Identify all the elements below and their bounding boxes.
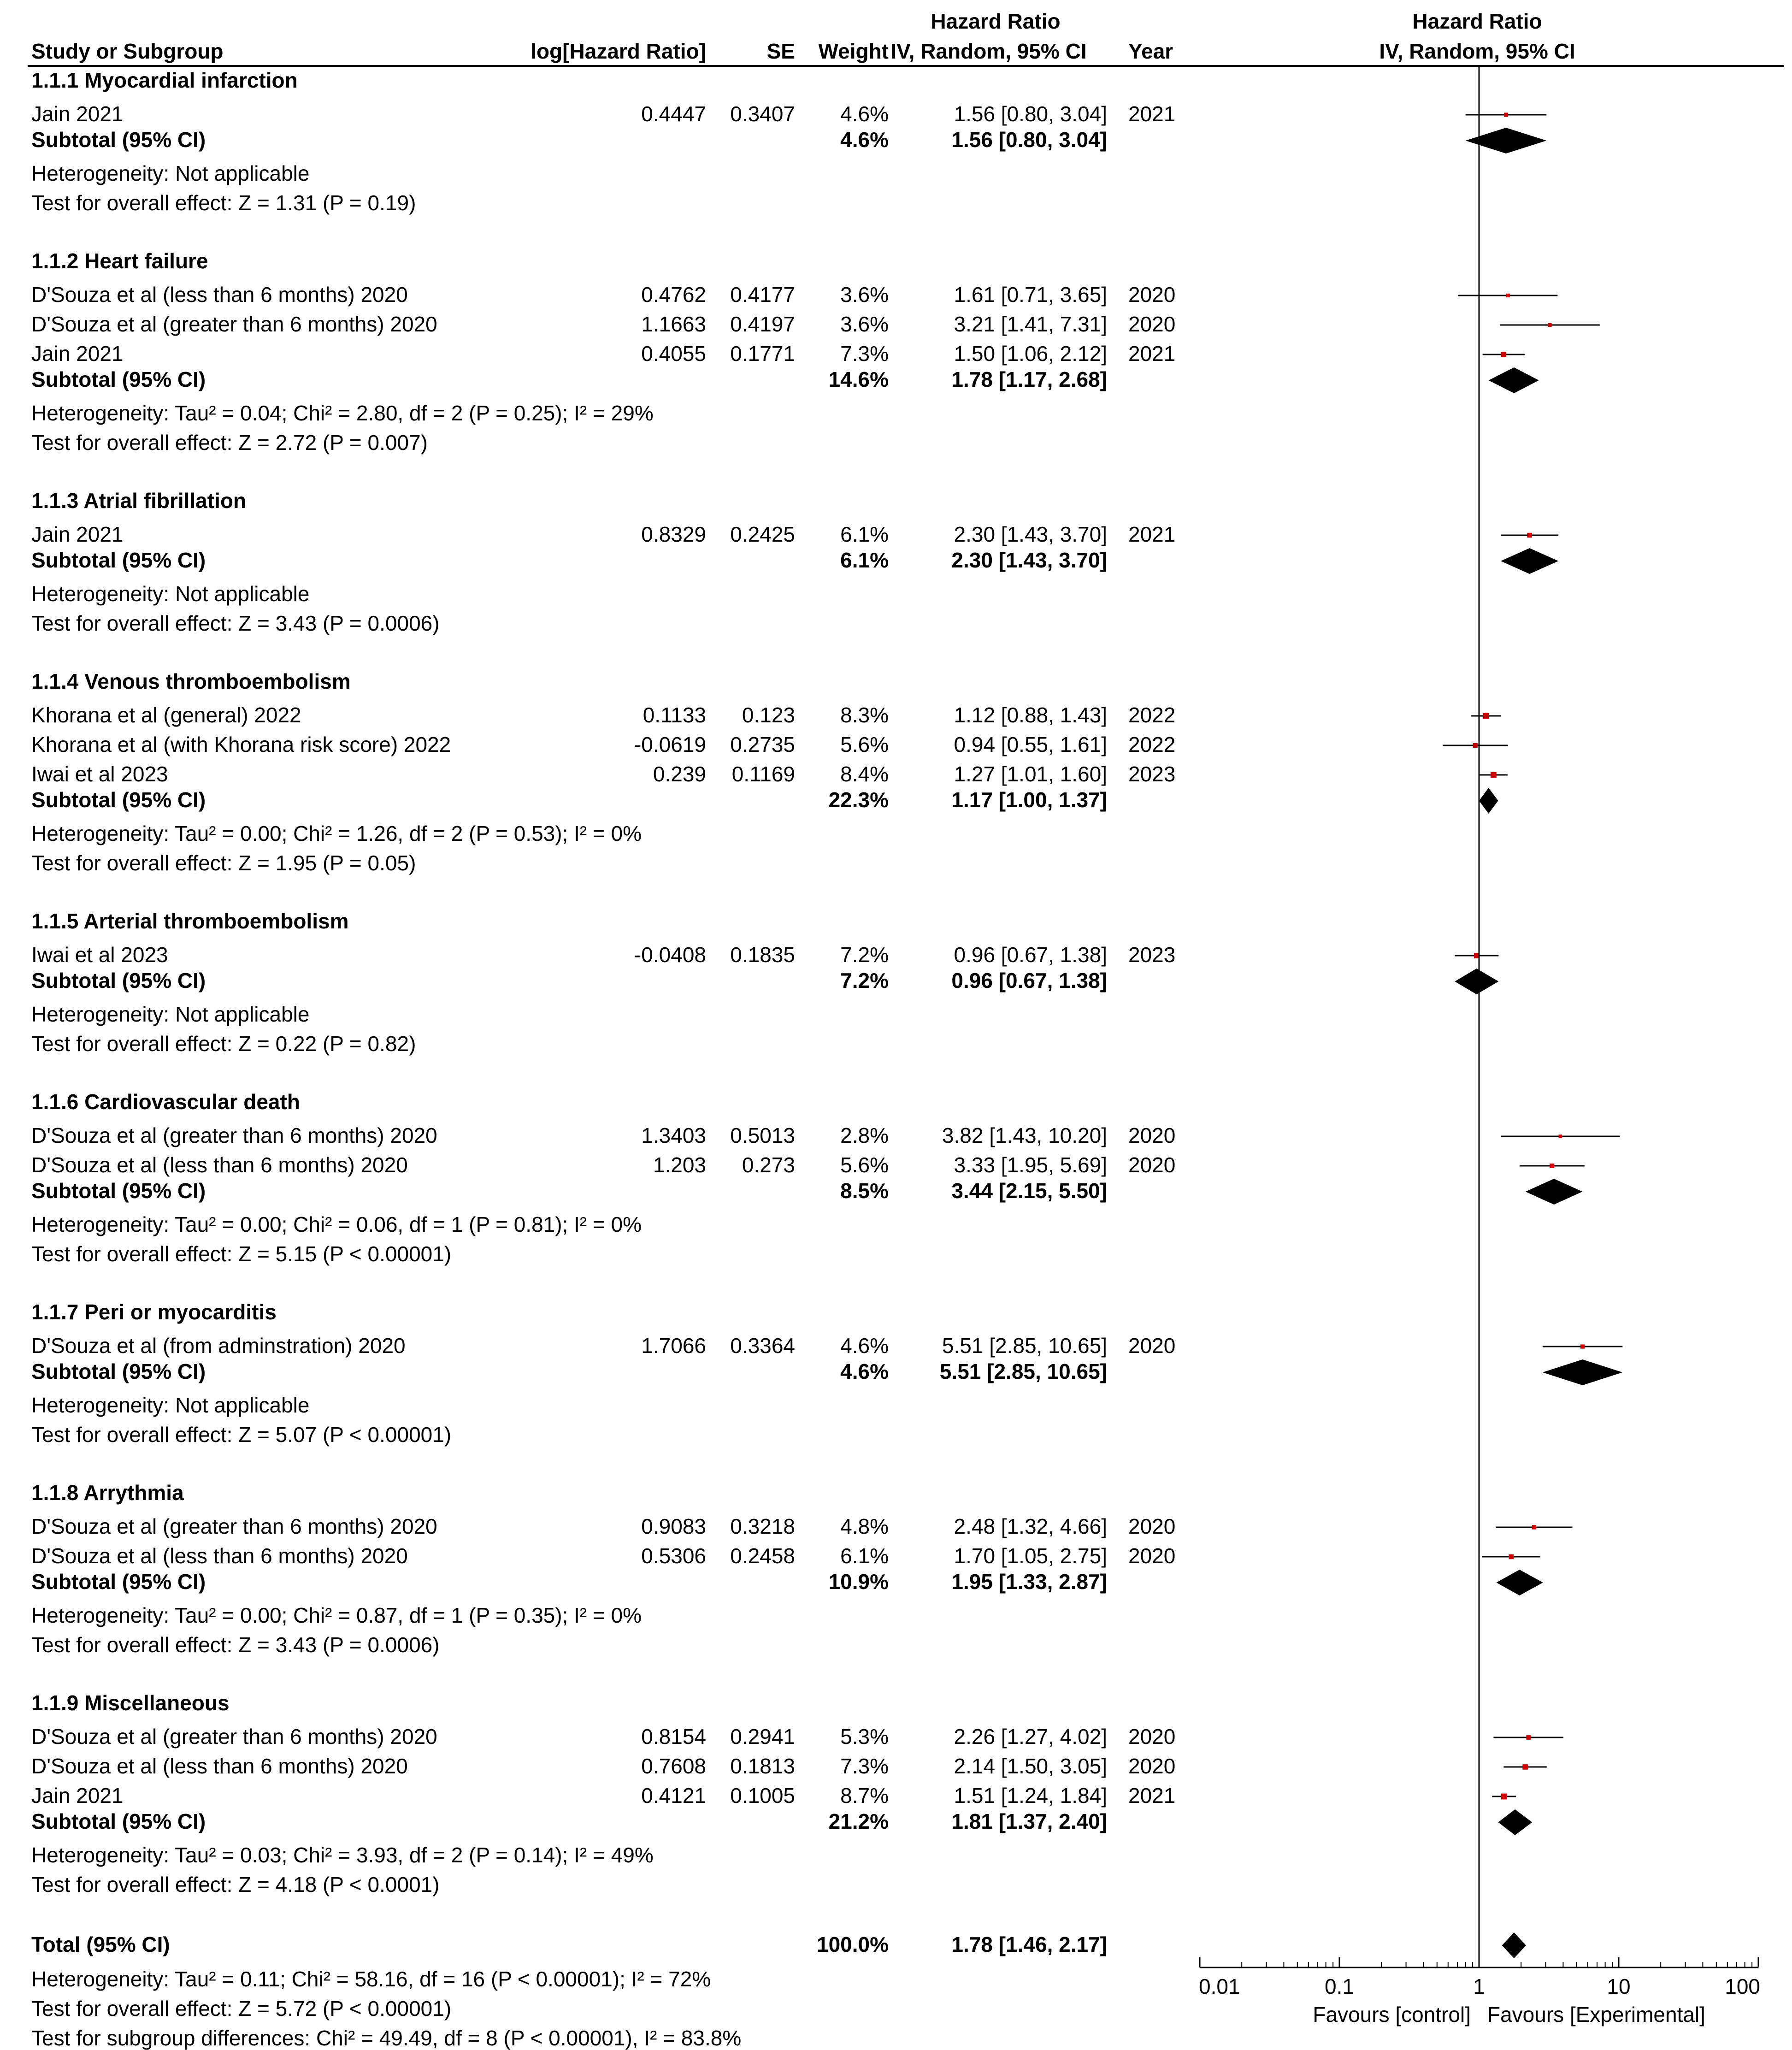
study-loghr: 0.4762 (641, 283, 706, 307)
study-loghr: 0.239 (653, 762, 706, 786)
study-hr-ci: 2.30 [1.43, 3.70] (954, 522, 1107, 546)
study-name: Khorana et al (general) 2022 (31, 703, 301, 727)
axis-tick-label: 0.1 (1325, 1974, 1354, 1998)
subgroup-title: 1.1.7 Peri or myocarditis (31, 1300, 277, 1324)
study-year: 2023 (1128, 943, 1176, 967)
study-name: Khorana et al (with Khorana risk score) 2022 (31, 733, 451, 756)
subtotal-weight: 14.6% (828, 367, 889, 391)
subtotal-weight: 10.9% (828, 1570, 889, 1594)
total-label: Total (95% CI) (31, 1932, 170, 1956)
subtotal-label: Subtotal (95% CI) (31, 1570, 206, 1594)
overall-effect-text: Test for overall effect: Z = 3.43 (P = 0.0006) (31, 1633, 440, 1657)
footer-stat-text: Test for subgroup differences: Chi² = 49.49, df = 8 (P < 0.00001), I² = 83.8% (31, 2026, 742, 2050)
study-name: D'Souza et al (less than 6 months) 2020 (31, 1754, 408, 1778)
study-hr-ci: 1.51 [1.24, 1.84] (954, 1784, 1107, 1808)
subtotal-weight: 4.6% (840, 1359, 889, 1383)
study-year: 2022 (1128, 703, 1176, 727)
study-weight: 7.3% (840, 342, 889, 366)
study-hr-ci: 3.21 [1.41, 7.31] (954, 312, 1107, 336)
x-axis (1199, 66, 1760, 2026)
study-year: 2020 (1128, 1725, 1176, 1749)
study-hr-ci: 1.27 [1.01, 1.60] (954, 762, 1107, 786)
study-weight: 7.2% (840, 943, 889, 967)
study-se: 0.2735 (730, 733, 795, 756)
study-weight: 5.6% (840, 1153, 889, 1177)
study-year: 2020 (1128, 1514, 1176, 1538)
study-year: 2020 (1128, 283, 1176, 307)
footer-stat-text: Test for overall effect: Z = 5.72 (P < 0.00001) (31, 1997, 452, 2020)
study-year: 2021 (1128, 1784, 1176, 1808)
point-estimate-square (1501, 1794, 1507, 1800)
subtotal-hr-ci: 2.30 [1.43, 3.70] (951, 548, 1107, 572)
study-name: D'Souza et al (greater than 6 months) 2020 (31, 1514, 437, 1538)
subtotal-diamond (1479, 788, 1498, 814)
point-estimate-square (1526, 1735, 1531, 1740)
col-header-loghr: log[Hazard Ratio] (531, 39, 706, 63)
study-loghr: 0.8329 (641, 522, 706, 546)
study-se: 0.273 (742, 1153, 795, 1177)
subtotal-hr-ci: 1.78 [1.17, 2.68] (951, 367, 1107, 391)
heterogeneity-text: Heterogeneity: Tau² = 0.00; Chi² = 1.26, df = 2 (P = 0.53); I² = 0% (31, 821, 642, 845)
subtotal-label: Subtotal (95% CI) (31, 969, 206, 993)
study-loghr: 0.5306 (641, 1544, 706, 1568)
overall-effect-text: Test for overall effect: Z = 5.07 (P < 0.00001) (31, 1423, 452, 1447)
study-weight: 5.6% (840, 733, 889, 756)
study-year: 2022 (1128, 733, 1176, 756)
subtotal-weight: 22.3% (828, 788, 889, 812)
point-estimate-square (1509, 1554, 1514, 1559)
study-loghr: -0.0619 (634, 733, 706, 756)
study-year: 2021 (1128, 522, 1176, 546)
subtotal-label: Subtotal (95% CI) (31, 128, 206, 152)
study-year: 2023 (1128, 762, 1176, 786)
subgroup-title: 1.1.5 Arterial thromboembolism (31, 909, 349, 933)
subtotal-label: Subtotal (95% CI) (31, 1179, 206, 1203)
point-estimate-square (1550, 1164, 1554, 1168)
table-rows (31, 68, 1175, 2050)
study-hr-ci: 1.56 [0.80, 3.04] (954, 102, 1107, 126)
col-header-se: SE (766, 39, 795, 63)
study-name: Jain 2021 (31, 1784, 124, 1808)
subtotal-diamond (1497, 1570, 1543, 1595)
subtotal-diamond (1489, 367, 1539, 393)
axis-tick-label: 0.01 (1199, 1974, 1240, 1998)
subtotal-label: Subtotal (95% CI) (31, 367, 206, 391)
study-loghr: 1.203 (653, 1153, 706, 1177)
axis-tick-label: 100 (1725, 1974, 1760, 1998)
study-year: 2020 (1128, 1153, 1176, 1177)
subtotal-weight: 8.5% (840, 1179, 889, 1203)
subtotal-label: Subtotal (95% CI) (31, 1359, 206, 1383)
subtotal-hr-ci: 3.44 [2.15, 5.50] (951, 1179, 1107, 1203)
study-weight: 6.1% (840, 1544, 889, 1568)
study-year: 2020 (1128, 312, 1176, 336)
study-weight: 6.1% (840, 522, 889, 546)
study-year: 2021 (1128, 342, 1176, 366)
study-se: 0.2425 (730, 522, 795, 546)
study-loghr: 0.1133 (643, 703, 706, 727)
study-se: 0.1005 (730, 1784, 795, 1808)
subgroup-title: 1.1.1 Myocardial infarction (31, 68, 298, 92)
study-year: 2020 (1128, 1544, 1176, 1568)
point-estimate-square (1580, 1344, 1585, 1348)
study-name: Iwai et al 2023 (31, 943, 168, 967)
heterogeneity-text: Heterogeneity: Not applicable (31, 161, 310, 185)
col-header-hr-title: Hazard Ratio (931, 9, 1061, 33)
overall-effect-text: Test for overall effect: Z = 3.43 (P = 0.0006) (31, 611, 440, 635)
study-hr-ci: 0.96 [0.67, 1.38] (954, 943, 1107, 967)
study-year: 2020 (1128, 1754, 1176, 1778)
study-loghr: 0.8154 (641, 1725, 706, 1749)
subgroup-title: 1.1.6 Cardiovascular death (31, 1090, 300, 1114)
study-hr-ci: 3.33 [1.95, 5.69] (954, 1153, 1107, 1177)
study-name: D'Souza et al (greater than 6 months) 2020 (31, 1725, 437, 1749)
study-weight: 4.8% (840, 1514, 889, 1538)
overall-effect-text: Test for overall effect: Z = 2.72 (P = 0.007) (31, 431, 428, 455)
subtotal-weight: 4.6% (840, 128, 889, 152)
axis-tick-label: 1 (1473, 1974, 1485, 1998)
study-loghr: 0.4447 (641, 102, 706, 126)
total-hr-ci: 1.78 [1.46, 2.17] (951, 1932, 1107, 1956)
subtotal-hr-ci: 1.95 [1.33, 2.87] (951, 1570, 1107, 1594)
subtotal-diamond (1466, 128, 1547, 154)
study-weight: 4.6% (840, 102, 889, 126)
study-name: Iwai et al 2023 (31, 762, 168, 786)
subtotal-diamond (1501, 548, 1558, 574)
point-estimate-square (1473, 743, 1478, 748)
subtotal-weight: 7.2% (840, 969, 889, 993)
study-loghr: 0.7608 (641, 1754, 706, 1778)
heterogeneity-text: Heterogeneity: Not applicable (31, 1002, 310, 1026)
study-name: D'Souza et al (from adminstration) 2020 (31, 1334, 406, 1358)
study-se: 0.4177 (730, 283, 795, 307)
study-hr-ci: 1.70 [1.05, 2.75] (954, 1544, 1107, 1568)
study-name: D'Souza et al (less than 6 months) 2020 (31, 283, 408, 307)
study-loghr: 0.4055 (641, 342, 706, 366)
point-estimate-square (1527, 533, 1532, 538)
heterogeneity-text: Heterogeneity: Tau² = 0.03; Chi² = 3.93, df = 2 (P = 0.14); I² = 49% (31, 1843, 654, 1867)
point-estimate-square (1559, 1134, 1562, 1138)
col-header-year: Year (1128, 39, 1173, 63)
total-weight: 100.0% (816, 1932, 889, 1956)
subtotal-diamond (1498, 1809, 1532, 1835)
study-name: D'Souza et al (less than 6 months) 2020 (31, 1153, 408, 1177)
point-estimate-square (1491, 772, 1497, 778)
study-year: 2021 (1128, 102, 1176, 126)
study-loghr: 0.9083 (641, 1514, 706, 1538)
subtotal-hr-ci: 0.96 [0.67, 1.38] (951, 969, 1107, 993)
heterogeneity-text: Heterogeneity: Tau² = 0.00; Chi² = 0.87, df = 1 (P = 0.35); I² = 0% (31, 1603, 642, 1627)
column-headers (28, 9, 1784, 66)
study-se: 0.3364 (730, 1334, 795, 1358)
point-estimate-square (1532, 1525, 1536, 1529)
study-se: 0.5013 (730, 1123, 795, 1147)
study-se: 0.1835 (730, 943, 795, 967)
study-weight: 2.8% (840, 1123, 889, 1147)
study-name: D'Souza et al (greater than 6 months) 2020 (31, 1123, 437, 1147)
subtotal-diamond (1526, 1179, 1583, 1205)
overall-effect-text: Test for overall effect: Z = 0.22 (P = 0.82) (31, 1032, 416, 1056)
plot-header-title: Hazard Ratio (1412, 9, 1542, 33)
subtotal-label: Subtotal (95% CI) (31, 1809, 206, 1833)
subgroup-title: 1.1.3 Atrial fibrillation (31, 489, 247, 513)
heterogeneity-text: Heterogeneity: Tau² = 0.00; Chi² = 0.06, df = 1 (P = 0.81); I² = 0% (31, 1212, 642, 1236)
study-loghr: 1.7066 (641, 1334, 706, 1358)
study-se: 0.123 (742, 703, 795, 727)
heterogeneity-text: Heterogeneity: Not applicable (31, 1393, 310, 1417)
col-header-study: Study or Subgroup (31, 39, 224, 63)
study-weight: 8.4% (840, 762, 889, 786)
study-name: D'Souza et al (greater than 6 months) 2020 (31, 312, 437, 336)
study-name: Jain 2021 (31, 102, 124, 126)
subgroup-title: 1.1.2 Heart failure (31, 249, 208, 273)
study-name: Jain 2021 (31, 342, 124, 366)
subtotal-diamond (1455, 969, 1498, 994)
overall-effect-text: Test for overall effect: Z = 5.15 (P < 0.00001) (31, 1242, 452, 1266)
point-estimate-square (1522, 1764, 1528, 1770)
study-name: D'Souza et al (less than 6 months) 2020 (31, 1544, 408, 1568)
subtotal-weight: 21.2% (828, 1809, 889, 1833)
study-weight: 7.3% (840, 1754, 889, 1778)
favours-control-label: Favours [control] (1313, 2003, 1471, 2026)
study-hr-ci: 1.12 [0.88, 1.43] (954, 703, 1107, 727)
subtotal-label: Subtotal (95% CI) (31, 548, 206, 572)
point-estimate-square (1483, 713, 1489, 719)
heterogeneity-text: Heterogeneity: Tau² = 0.04; Chi² = 2.80, df = 2 (P = 0.25); I² = 29% (31, 401, 654, 425)
axis-tick-label: 10 (1607, 1974, 1631, 1998)
study-weight: 3.6% (840, 312, 889, 336)
study-hr-ci: 3.82 [1.43, 10.20] (942, 1123, 1107, 1147)
plot-marks (1443, 112, 1622, 1958)
plot-header-method: IV, Random, 95% CI (1379, 39, 1575, 63)
study-loghr: 1.3403 (641, 1123, 706, 1147)
col-header-hr-method: IV, Random, 95% CI (890, 39, 1087, 63)
subgroup-title: 1.1.8 Arrythmia (31, 1481, 184, 1505)
study-year: 2020 (1128, 1334, 1176, 1358)
study-loghr: 0.4121 (641, 1784, 706, 1808)
subtotal-hr-ci: 5.51 [2.85, 10.65] (939, 1359, 1107, 1383)
study-hr-ci: 1.61 [0.71, 3.65] (954, 283, 1107, 307)
study-se: 0.3218 (730, 1514, 795, 1538)
subtotal-diamond (1543, 1359, 1622, 1385)
overall-effect-text: Test for overall effect: Z = 4.18 (P < 0.0001) (31, 1873, 440, 1896)
overall-effect-text: Test for overall effect: Z = 1.31 (P = 0.19) (31, 191, 416, 215)
subtotal-hr-ci: 1.56 [0.80, 3.04] (951, 128, 1107, 152)
study-loghr: 1.1663 (641, 312, 706, 336)
point-estimate-square (1504, 112, 1508, 117)
study-hr-ci: 2.26 [1.27, 4.02] (954, 1725, 1107, 1749)
study-loghr: -0.0408 (634, 943, 706, 967)
study-hr-ci: 0.94 [0.55, 1.61] (954, 733, 1107, 756)
study-se: 0.2458 (730, 1544, 795, 1568)
study-hr-ci: 2.48 [1.32, 4.66] (954, 1514, 1107, 1538)
subtotal-label: Subtotal (95% CI) (31, 788, 206, 812)
favours-experimental-label: Favours [Experimental] (1487, 2003, 1705, 2026)
study-hr-ci: 2.14 [1.50, 3.05] (954, 1754, 1107, 1778)
study-se: 0.1813 (730, 1754, 795, 1778)
subtotal-weight: 6.1% (840, 548, 889, 572)
study-weight: 8.3% (840, 703, 889, 727)
col-header-weight: Weight (818, 39, 889, 63)
study-se: 0.1169 (731, 762, 795, 786)
study-hr-ci: 1.50 [1.06, 2.12] (954, 342, 1107, 366)
study-hr-ci: 5.51 [2.85, 10.65] (942, 1334, 1107, 1358)
subgroup-title: 1.1.9 Miscellaneous (31, 1691, 230, 1715)
heterogeneity-text: Heterogeneity: Not applicable (31, 582, 310, 606)
subtotal-hr-ci: 1.17 [1.00, 1.37] (951, 788, 1107, 812)
point-estimate-square (1501, 352, 1507, 357)
study-weight: 8.7% (840, 1784, 889, 1808)
footer-stat-text: Heterogeneity: Tau² = 0.11; Chi² = 58.16, df = 16 (P < 0.00001); I² = 72% (31, 1967, 711, 1991)
point-estimate-square (1548, 323, 1551, 327)
study-name: Jain 2021 (31, 522, 124, 546)
study-weight: 3.6% (840, 283, 889, 307)
study-se: 0.2941 (730, 1725, 795, 1749)
study-se: 0.1771 (730, 342, 795, 366)
study-se: 0.4197 (730, 312, 795, 336)
study-year: 2020 (1128, 1123, 1176, 1147)
study-se: 0.3407 (730, 102, 795, 126)
total-diamond (1502, 1932, 1526, 1958)
subtotal-hr-ci: 1.81 [1.37, 2.40] (951, 1809, 1107, 1833)
point-estimate-square (1506, 294, 1510, 297)
study-weight: 5.3% (840, 1725, 889, 1749)
study-weight: 4.6% (840, 1334, 889, 1358)
overall-effect-text: Test for overall effect: Z = 1.95 (P = 0.05) (31, 851, 416, 875)
subgroup-title: 1.1.4 Venous thromboembolism (31, 669, 351, 693)
